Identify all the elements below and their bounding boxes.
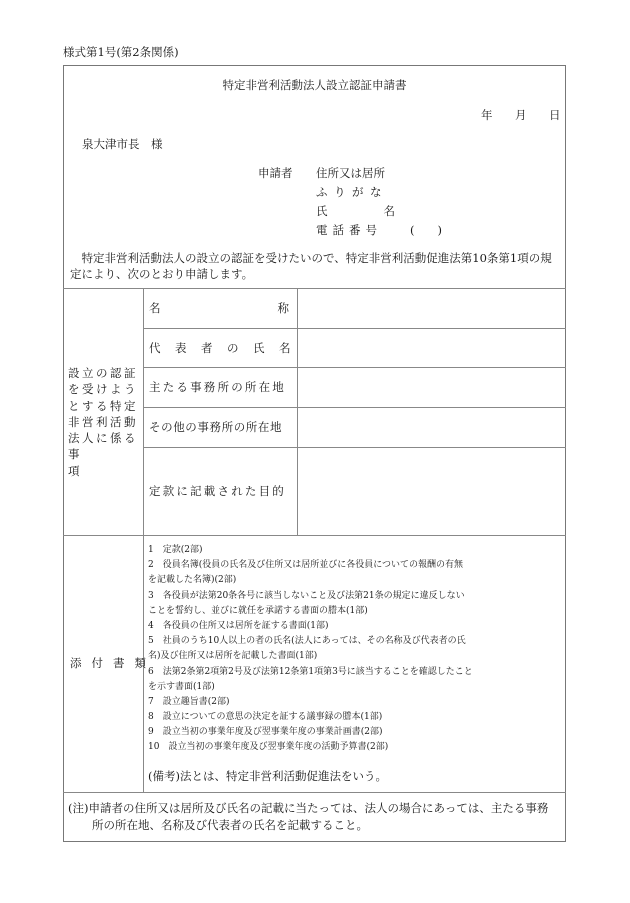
addressee: 泉大津市長 様 — [82, 137, 163, 151]
side-label-line: とする特定 — [68, 398, 138, 413]
attachment-line: 7 設立趣旨書(2部) — [148, 696, 230, 707]
attachment-line: 2 役員名簿(役員の氏名及び住所又は居所並びに各役員についての報酬の有無 — [148, 560, 464, 571]
divider-attachments — [63, 535, 566, 536]
input-representative-name[interactable] — [298, 329, 565, 366]
applicant-label: 申請者 — [258, 166, 293, 180]
intro-statement: 特定非営利活動法人の設立の認証を受けたいので、特定非営利活動促進法第10条第1項の規定により、次のとおり申請します。 — [70, 251, 552, 281]
row-label-other-office: その他の事務所の所在地 — [149, 420, 283, 434]
attachments-list — [148, 543, 563, 756]
phone-parentheses: ( ) — [410, 223, 442, 237]
row-label-representative: 代表者の氏名 — [149, 341, 305, 355]
attachments-label: 添付書類 — [70, 656, 156, 670]
input-main-office-address[interactable] — [298, 368, 565, 406]
field-phone: 電話番号 — [316, 223, 382, 237]
input-corporation-name[interactable] — [298, 289, 565, 327]
field-name-text: 氏名 — [316, 204, 451, 218]
attachments-remark: (備考)法とは、特定非営利活動促進法をいう。 — [148, 769, 387, 783]
field-address: 住所又は居所 — [316, 166, 385, 180]
attachment-line: 10 設立当初の事業年度及び翌事業年度の活動予算書(2部) — [148, 742, 389, 753]
attachment-line: 9 設立当初の事業年度及び翌事業年度の事業計画書(2部) — [148, 727, 383, 738]
side-label-line: 非営利活動 — [68, 414, 138, 429]
attachment-line: 名)及び住所又は居所を記載した書面(1部) — [148, 651, 318, 662]
attachment-line: 1 定款(2部) — [148, 545, 203, 555]
row-label-name: 名称 — [149, 301, 406, 315]
row-label-purpose: 定款に記載された目的 — [149, 484, 286, 498]
note-line-1: (注)申請者の住所又は居所及び氏名の記載に当たっては、法人の場合にあっては、主たる事務 — [68, 801, 549, 815]
side-label-line: 法人に係る — [68, 431, 138, 446]
side-label-line: 事項 — [68, 447, 132, 478]
side-label-line: を受けよう — [68, 382, 138, 397]
input-other-office-address[interactable] — [298, 408, 565, 446]
attachment-line: を記載した名簿)(2部) — [148, 575, 237, 586]
attachment-line: 3 各役員が法第20条各号に該当しないこと及び法第21条の規定に違反しない — [148, 590, 465, 601]
attachment-line: 8 設立についての意思の決定を証する議事録の謄本(1部) — [148, 712, 383, 723]
form-number-label: 様式第1号(第2条関係) — [63, 45, 179, 59]
divider-note — [63, 792, 566, 793]
row-label-main-office: 主たる事務所の所在地 — [149, 380, 286, 394]
document-title: 特定非営利活動法人設立認証申請書 — [222, 78, 407, 92]
attachment-line: ことを誓約し、並びに就任を承諾する書面の謄本(1部) — [148, 605, 368, 616]
section-side-label — [68, 365, 140, 479]
date-month: 月 — [515, 108, 527, 122]
attachment-line: 4 各役員の住所又は居所を証する書面(1部) — [148, 620, 329, 631]
input-articles-purpose[interactable] — [298, 448, 565, 534]
field-furigana: ふりがな — [316, 185, 388, 199]
attachment-line: 5 社員のうち10人以上の者の氏名(法人にあっては、その名称及び代表者の氏 — [148, 636, 466, 647]
date-day: 日 — [549, 108, 561, 122]
attachment-line: を示す書面(1部) — [148, 681, 215, 692]
column-divider-1 — [143, 288, 144, 792]
attachment-line: 6 法第2条第2項第2号及び法第12条第1項第3号に該当することを確認したこと — [148, 666, 473, 677]
note-line-2: 所の所在地、名称及び代表者の氏名を記載すること。 — [92, 818, 368, 832]
date-year: 年 — [481, 108, 493, 122]
field-name — [316, 204, 451, 219]
side-label-line: 設立の認証 — [68, 366, 138, 380]
